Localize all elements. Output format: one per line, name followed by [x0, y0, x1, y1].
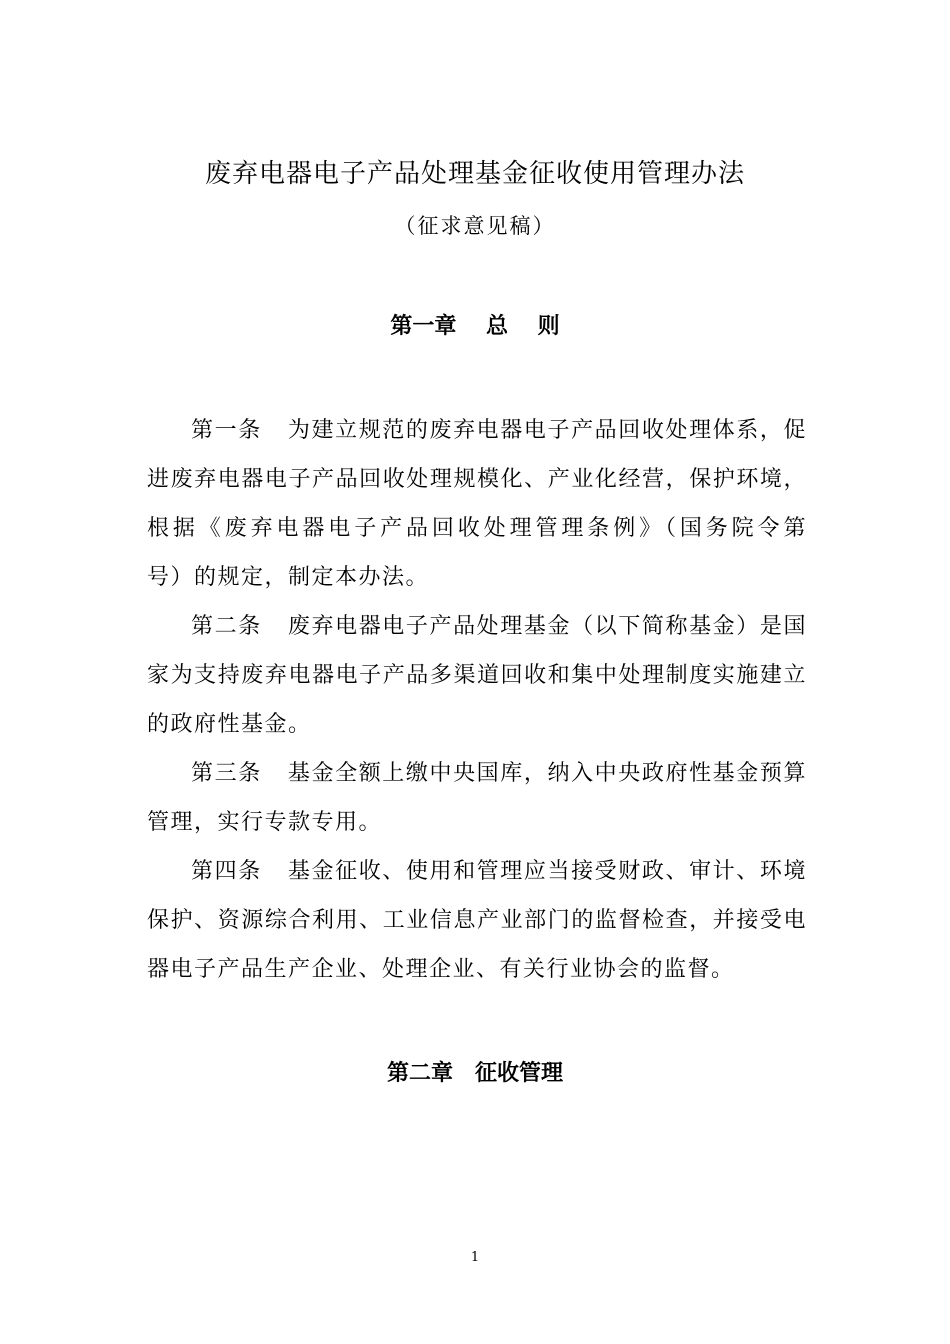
article-label: 第四条 [191, 859, 262, 884]
document-title: 废弃电器电子产品处理基金征收使用管理办法 [204, 159, 745, 189]
article-label: 第二条 [191, 614, 262, 639]
article-label: 第一条 [191, 418, 262, 443]
article-text: 基金征收、使用和管理应当接受财政、审计、环境保护、资源综合利用、工业信息产业部门的监督检查，并接受电器电子产品生产企业、处理企业、有关行业协会的监督。 [147, 859, 807, 982]
document-subtitle: （征求意见稿） [394, 214, 556, 238]
article-text: 为建立规范的废弃电器电子产品回收处理体系，促进废弃电器电子产品回收处理规模化、产业化经营，保护环境，根据《废弃电器电子产品回收处理管理条例》（国务院令第 号）的规定，制定本办法。 [147, 418, 902, 590]
article-4 [147, 847, 807, 994]
article-2 [147, 602, 807, 749]
article-3 [147, 749, 807, 847]
chapter-heading-2: 第二章 征收管理 [386, 1061, 563, 1086]
page-number: 1 [470, 1250, 480, 1265]
chapter-1-body [147, 406, 902, 994]
article-text: 基金全额上缴中央国库，纳入中央政府性基金预算管理，实行专款专用。 [147, 761, 807, 835]
article-1 [147, 406, 902, 602]
article-label: 第三条 [191, 761, 262, 786]
chapter-heading-1: 第一章 总 则 [390, 314, 560, 339]
article-text: 废弃电器电子产品处理基金（以下简称基金）是国家为支持废弃电器电子产品多渠道回收和集中处理制度实施建立的政府性基金。 [147, 614, 807, 737]
